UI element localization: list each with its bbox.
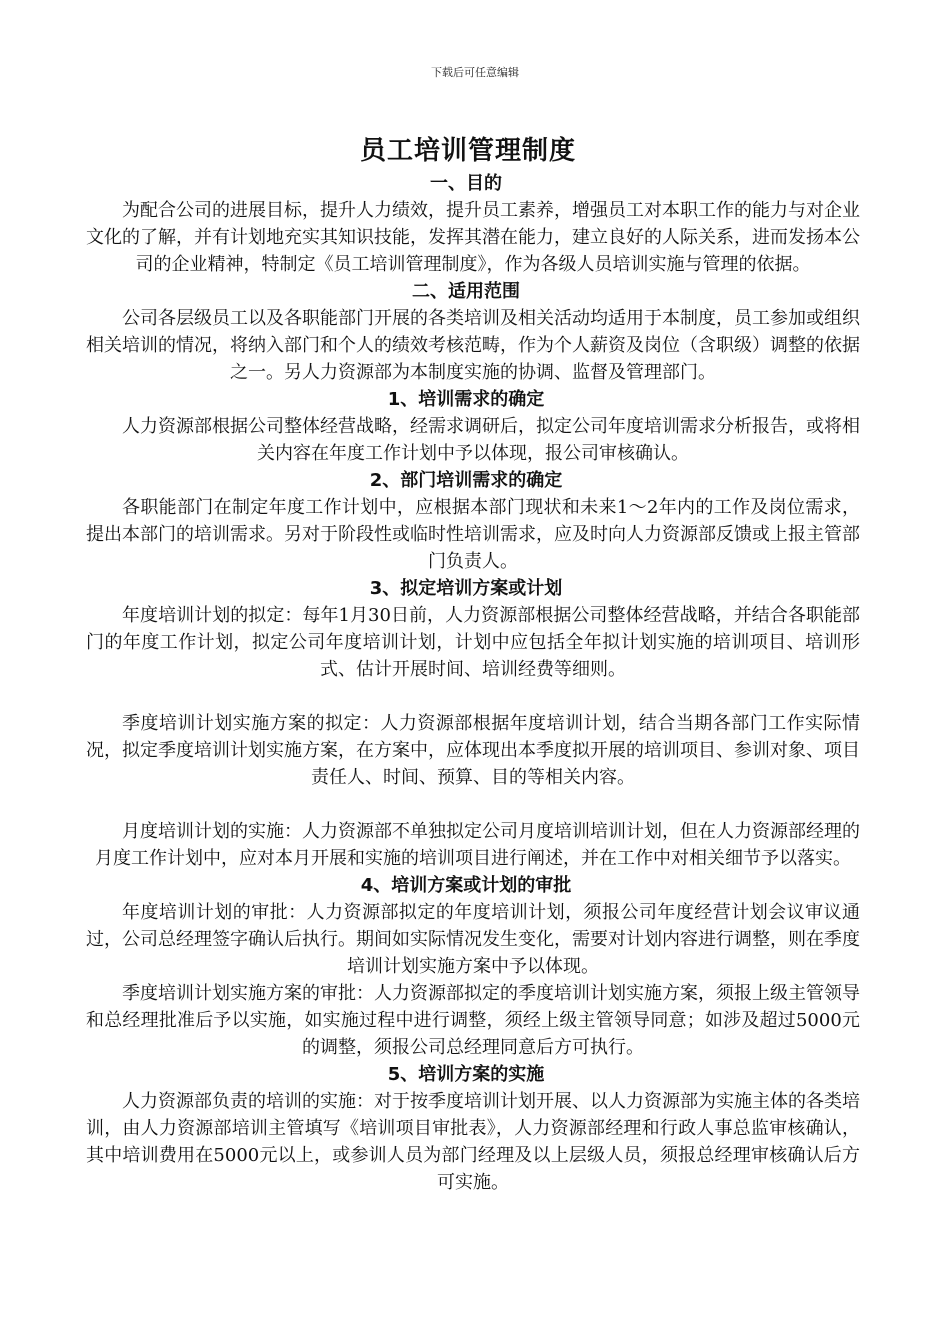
- paragraph-monthly-plan: 月度培训计划的实施：人力资源部不单独拟定公司月度培训培训计划，但在人力资源部经理的月度工作计划中，应对本月开展和实施的培训项目进行阐述，并在工作中对相关细节予以落实。: [95, 821, 860, 869]
- section-heading-implementation: 5、培训方案的实施: [387, 1064, 545, 1085]
- paragraph-annual-approval: 年度培训计划的审批：人力资源部拟定的年度培训计划，须报公司年度经营计划会议审议通过，公司总经理签字确认后执行。期间如实际情况发生变化，需要对计划内容进行调整，则在季度培训计划实施方案中予以体现。: [86, 902, 860, 977]
- section-heading-scope: 二、适用范围: [412, 281, 520, 302]
- section-heading-training-plan: 3、拟定培训方案或计划: [369, 578, 563, 599]
- paragraph-spacer: [86, 791, 860, 818]
- section-heading-approval: 4、培训方案或计划的审批: [360, 875, 572, 896]
- header-note: 下载后可任意编辑: [431, 66, 519, 79]
- paragraph-training-needs: 人力资源部根据公司整体经营战略，经需求调研后，拟定公司年度培训需求分析报告，或将相关内容在年度工作计划中予以体现，报公司审核确认。: [122, 416, 860, 464]
- paragraph-quarterly-plan: 季度培训计划实施方案的拟定：人力资源部根据年度培训计划，结合当期各部门工作实际情况，拟定季度培训计划实施方案，在方案中，应体现出本季度拟开展的培训项目、参训对象、项目责任人、时间、预算、目的等相关内容。: [86, 713, 860, 788]
- section-heading-department-needs: 2、部门培训需求的确定: [369, 470, 563, 491]
- paragraph-quarterly-approval: 季度培训计划实施方案的审批：人力资源部拟定的季度培训计划实施方案，须报上级主管领导和总经理批准后予以实施，如实施过程中进行调整，须经上级主管领导同意；如涉及超过5000元的调整，须报公司总经理同意后方可执行。: [86, 983, 860, 1058]
- paragraph-annual-plan: 年度培训计划的拟定：每年1月30日前，人力资源部根据公司整体经营战略，并结合各职能部门的年度工作计划，拟定公司年度培训计划，计划中应包括全年拟计划实施的培训项目、培训形式、估计开展时间、培训经费等细则。: [86, 605, 860, 680]
- section-heading-training-needs: 1、培训需求的确定: [387, 389, 545, 410]
- document-title: 员工培训管理制度: [359, 136, 576, 166]
- document-body: [86, 170, 860, 1196]
- paragraph-implementation: 人力资源部负责的培训的实施：对于按季度培训计划开展、以人力资源部为实施主体的各类培训，由人力资源部培训主管填写《培训项目审批表》，人力资源部经理和行政人事总监审核确认，其中培训费用在5000元以上，或参训人员为部门经理及以上层级人员，须报总经理审核确认后方可实施。: [86, 1091, 860, 1193]
- paragraph-purpose: 为配合公司的进展目标，提升人力绩效，提升员工素养，增强员工对本职工作的能力与对企业文化的了解，并有计划地充实其知识技能，发挥其潜在能力，建立良好的人际关系，进而发扬本公司的企业精神，特制定《员工培训管理制度》，作为各级人员培训实施与管理的依据。: [86, 200, 860, 275]
- section-heading-purpose: 一、目的: [430, 173, 502, 194]
- paragraph-department-needs: 各职能部门在制定年度工作计划中，应根据本部门现状和未来1～2年内的工作及岗位需求，提出本部门的培训需求。另对于阶段性或临时性培训需求，应及时向人力资源部反馈或上报主管部门负责人。: [86, 497, 860, 572]
- paragraph-scope: 公司各层级员工以及各职能部门开展的各类培训及相关活动均适用于本制度，员工参加或组织相关培训的情况，将纳入部门和个人的绩效考核范畴，作为个人薪资及岗位（含职级）调整的依据之一。另人力资源部为本制度实施的协调、监督及管理部门。: [86, 308, 860, 383]
- paragraph-spacer: [86, 683, 860, 710]
